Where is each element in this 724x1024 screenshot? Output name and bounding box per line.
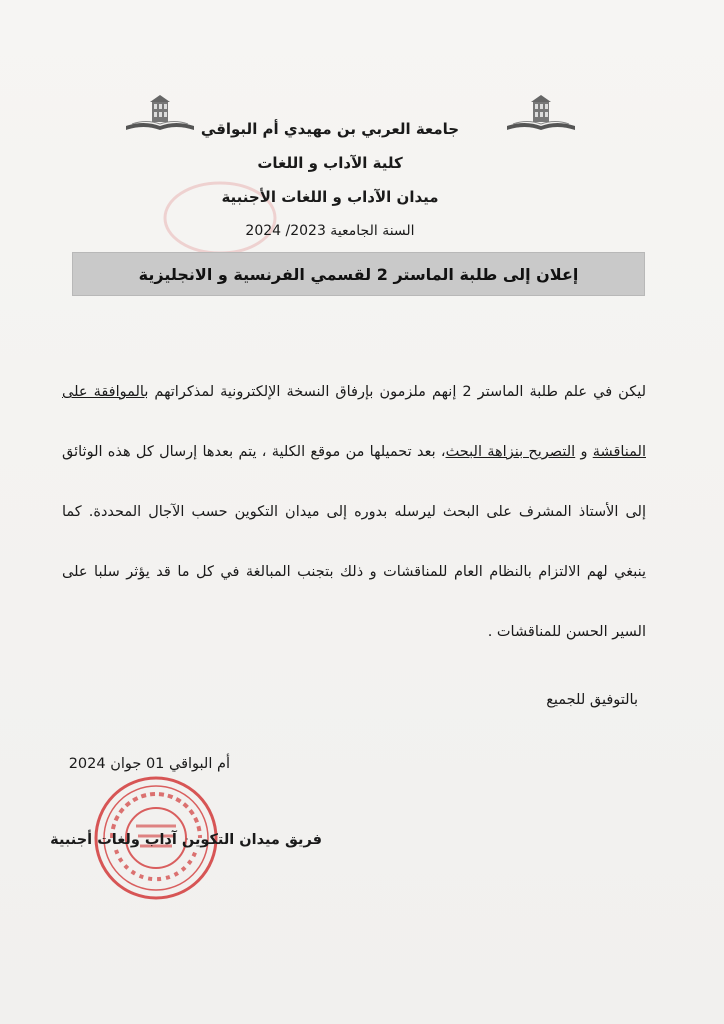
document-date: أم البواقي 01 جوان 2024 [68,756,230,772]
academic-year: السنة الجامعية 2023/ 2024 [245,223,415,239]
field-name: ميدان الآداب و اللغات الأجنبية [221,188,439,206]
body-text-part1: ليكن في علم طلبة الماستر 2 إنهم ملزمون بإرفاق النسخة الإلكترونية لمذكراتهم [148,384,646,400]
announcement-title: إعلان إلى طلبة الماستر 2 لقسمي الفرنسية و الانجليزية [138,264,579,284]
university-name: جامعة العربي بن مهيدي أم البواقي [200,120,460,138]
signatory-name: فريق ميدان التكوين آداب ولغات أجنبية [50,832,322,848]
approval-for-defense-text: بالموافقة على المناقشة [62,384,646,460]
body-paragraph [62,362,646,662]
faculty-name: كلية الآداب و اللغات [257,154,403,172]
announcement-body [62,362,646,662]
closing-greeting: بالتوفيق للجميع [546,692,638,708]
body-text-part2: و [575,444,593,460]
research-integrity-text: التصريح بنزاهة البحث [445,444,576,460]
body-text-part3: ، بعد تحميلها من موقع الكلية ، يتم بعدها إرسال كل هذه الوثائق إلى الأستاذ المشرف على البحث ليرسله بدوره إلى ميدان التكوين حسب الآجال المحددة. كما ينبغي لهم الالتزام بالنظام العام للمناقشات و ذلك بتجنب المبالغة في كل ما قد يؤثر سلبا على السير الحسن للمناقشات . [62,444,646,640]
announcement-banner [72,252,645,296]
university-logo-icon [505,92,577,134]
document-header [170,112,490,248]
